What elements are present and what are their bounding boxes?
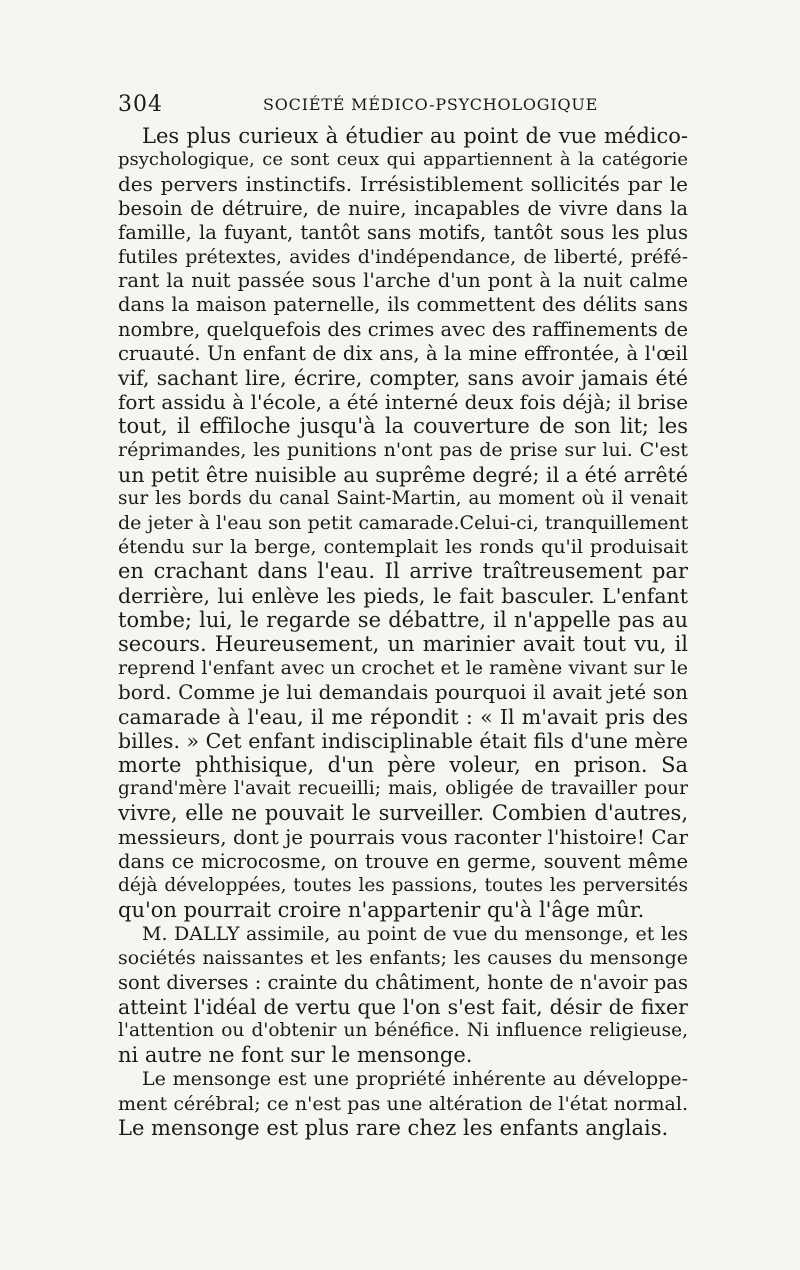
text-line: dans ce microcosme, on trouve en germe, souvent même — [118, 849, 688, 873]
text-line: qu'on pourrait croire n'appartenir qu'à l'âge mûr. — [118, 898, 645, 922]
text-line: déjà développées, toutes les passions, toutes les perversités — [118, 874, 688, 896]
text-line: vivre, elle ne pouvait le surveiller. Combien d'autres, — [118, 801, 688, 826]
text-line: dans la maison paternelle, ils commettent des délits sans — [118, 293, 688, 317]
text-line: Le mensonge est plus rare chez les enfants anglais. — [118, 1115, 669, 1140]
text-line: famille, la fuyant, tantôt sans motifs, tantôt sous les plus — [118, 220, 688, 244]
text-line: Le mensonge est une propriété inhérente au développe- — [142, 1068, 688, 1091]
text-line: sont diverses : crainte du châtiment, honte de n'avoir pas — [118, 970, 688, 994]
text-line: ment cérébral; ce n'est pas une altération de l'état normal. — [118, 1092, 688, 1115]
text-line: morte phthisique, d'un père voleur, en prison. Sa — [118, 752, 688, 777]
page-number: 304 — [118, 92, 163, 117]
text-line: vif, sachant lire, écrire, compter, sans avoir jamais été — [118, 365, 688, 390]
body-text — [118, 124, 688, 1140]
text-line: cruauté. Un enfant de dix ans, à la mine effrontée, à l'œil — [118, 341, 688, 365]
text-line: camarade à l'eau, il me répondit : « Il m'avait pris des — [118, 704, 688, 729]
text-line: rant la nuit passée sous l'arche d'un pont à la nuit calme — [118, 269, 688, 293]
text-line: billes. » Cet enfant indisciplinable était fils d'une mère — [118, 728, 688, 753]
text-line: atteint l'idéal de vertu que l'on s'est fait, désir de fixer — [118, 994, 688, 1019]
text-line: de jeter à l'eau son petit camarade.Celui-ci, tranquillement — [118, 512, 688, 534]
text-line: en crachant dans l'eau. Il arrive traîtreusement par — [118, 559, 688, 584]
text-line: des pervers instinctifs. Irrésistiblement sollicités par le — [118, 172, 688, 197]
text-line: réprimandes, les punitions n'ont pas de prise sur lui. C'est — [118, 439, 688, 462]
page-header — [118, 92, 688, 122]
text-line: nombre, quelquefois des crimes avec des raffinements de — [118, 317, 688, 341]
text-line: secours. Heureusement, un marinier avait tout vu, il — [118, 631, 688, 656]
text-line: fort assidu à l'école, a été interné deux fois déjà; il brise — [118, 390, 688, 415]
text-line: tout, il effiloche jusqu'à la couverture de son lit; les — [118, 414, 688, 439]
text-line: l'attention ou d'obtenir un bénéfice. Ni influence religieuse, — [118, 1019, 688, 1041]
text-line: grand'mère l'avait recueilli; mais, obligée de travailler pour — [118, 778, 688, 800]
text-line: psychologique, ce sont ceux qui appartiennent à la catégorie — [118, 149, 688, 171]
text-line: sur les bords du canal Saint-Martin, au moment où il venait — [118, 487, 688, 509]
text-line: futiles prétextes, avides d'indépendance, de liberté, préfé- — [118, 245, 688, 268]
text-line: derrière, lui enlève les pieds, le fait basculer. L'enfant — [118, 583, 688, 608]
text-line: besoin de détruire, de nuire, incapables de vivre dans la — [118, 196, 688, 220]
text-line: ni autre ne font sur le mensonge. — [118, 1043, 473, 1068]
text-line: étendu sur la berge, contemplait les ronds qu'il produisait — [118, 536, 688, 559]
text-line: messieurs, dont je pourrais vous raconter l'histoire! Car — [118, 825, 688, 850]
text-line: tombe; lui, le regarde se débattre, il n'appelle pas au — [118, 607, 688, 632]
text-line: bord. Comme je lui demandais pourquoi il avait jeté son — [118, 680, 688, 705]
text-line: reprend l'enfant avec un crochet et le ramène vivant sur le — [118, 657, 688, 680]
text-line: Les plus curieux à étudier au point de vue médico- — [142, 124, 688, 148]
text-line: un petit être nuisible au suprême degré; il a été arrêté — [118, 462, 688, 487]
text-line: sociétés naissantes et les enfants; les causes du mensonge — [118, 947, 688, 970]
text-line: M. DALLY assimile, au point de vue du mensonge, et les — [142, 923, 688, 946]
running-head: SOCIÉTÉ MÉDICO-PSYCHOLOGIQUE — [263, 95, 599, 114]
